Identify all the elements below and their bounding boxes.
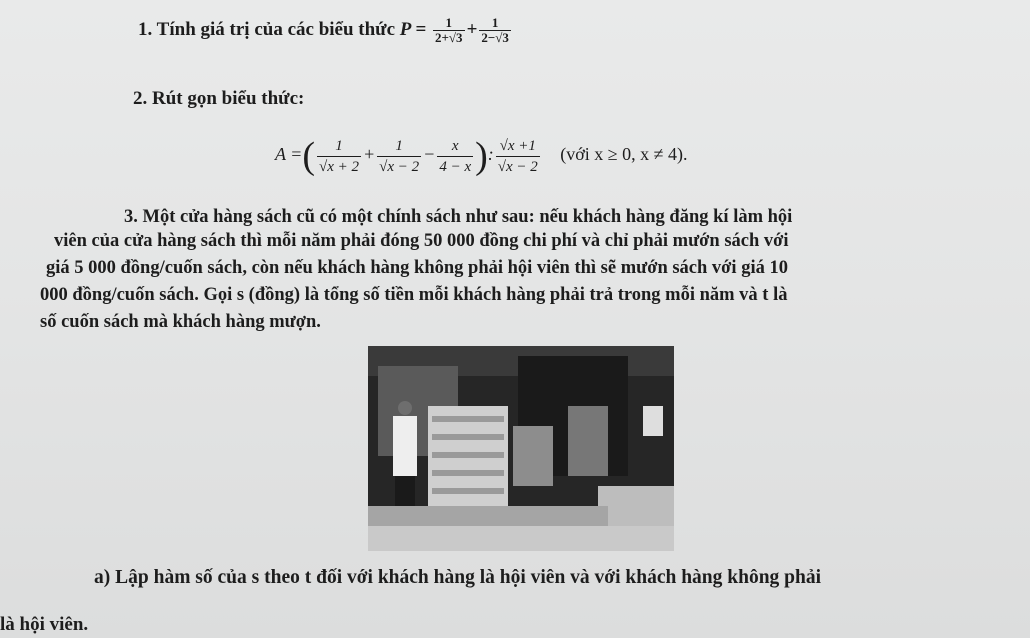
- eq-frac-1: $\frac{1}{√x + 2}$: [318, 137, 359, 175]
- a-lhs: A =: [275, 144, 303, 165]
- condition: (với x ≥ 0, x ≠ 4).: [560, 144, 688, 165]
- problem-3-line-4: 000 đồng/cuốn sách. Gọi s (đồng) là tổng số tiền mỗi khách hàng phải trả trong mỗi năm và t là: [40, 285, 788, 305]
- problem-3-line-3: giá 5 000 đồng/cuốn sách, còn nếu khách hàng không phải hội viên thì sẽ mướn sách với giá 10: [46, 258, 788, 278]
- fraction-2: $\frac{1}{2-√3}$: [481, 15, 509, 45]
- equation-a: A =( $\frac{1}{√x + 2}$ + $\frac{1}{√x - 2}$ − $\frac{x}{4 - x}$ ): $\frac{√x +1}{√x - 2}$ (với x ≥ 0, x ≠ 4).: [275, 135, 688, 177]
- p-lhs: P =: [399, 18, 427, 40]
- problem-2-number: 2.: [133, 88, 148, 109]
- problem-1-text: Tính giá trị của các biểu thức: [156, 18, 396, 40]
- problem-2: [133, 88, 304, 110]
- fraction-1: $\frac{1}{2+√3}$: [435, 15, 463, 45]
- problem-3-line-2: viên của cửa hàng sách thì mỗi năm phải đóng 50 000 đồng chi phí và chỉ phải mướn sách với: [54, 231, 789, 251]
- part-a-continuation: là hội viên.: [0, 614, 89, 635]
- problem-3-line-5: số cuốn sách mà khách hàng mượn.: [40, 312, 321, 332]
- eq-frac-2: $\frac{1}{√x - 2}$: [379, 137, 420, 175]
- plus-sign: +: [466, 18, 478, 40]
- eq-frac-3: $\frac{x}{4 - x}$: [439, 137, 472, 175]
- bookstore-photo: [368, 346, 674, 551]
- problem-2-text: Rút gọn biểu thức:: [152, 88, 305, 109]
- problem-3-line-1: 3. Một cửa hàng sách cũ có một chính sách như sau: nếu khách hàng đăng kí làm hội: [124, 207, 793, 227]
- problem-1: [138, 16, 513, 45]
- eq-frac-4: $\frac{√x +1}{√x - 2}$: [497, 137, 538, 175]
- part-a: a) Lập hàm số của s theo t đối với khách hàng là hội viên và với khách hàng không phải: [94, 567, 822, 588]
- problem-1-number: 1.: [138, 18, 153, 40]
